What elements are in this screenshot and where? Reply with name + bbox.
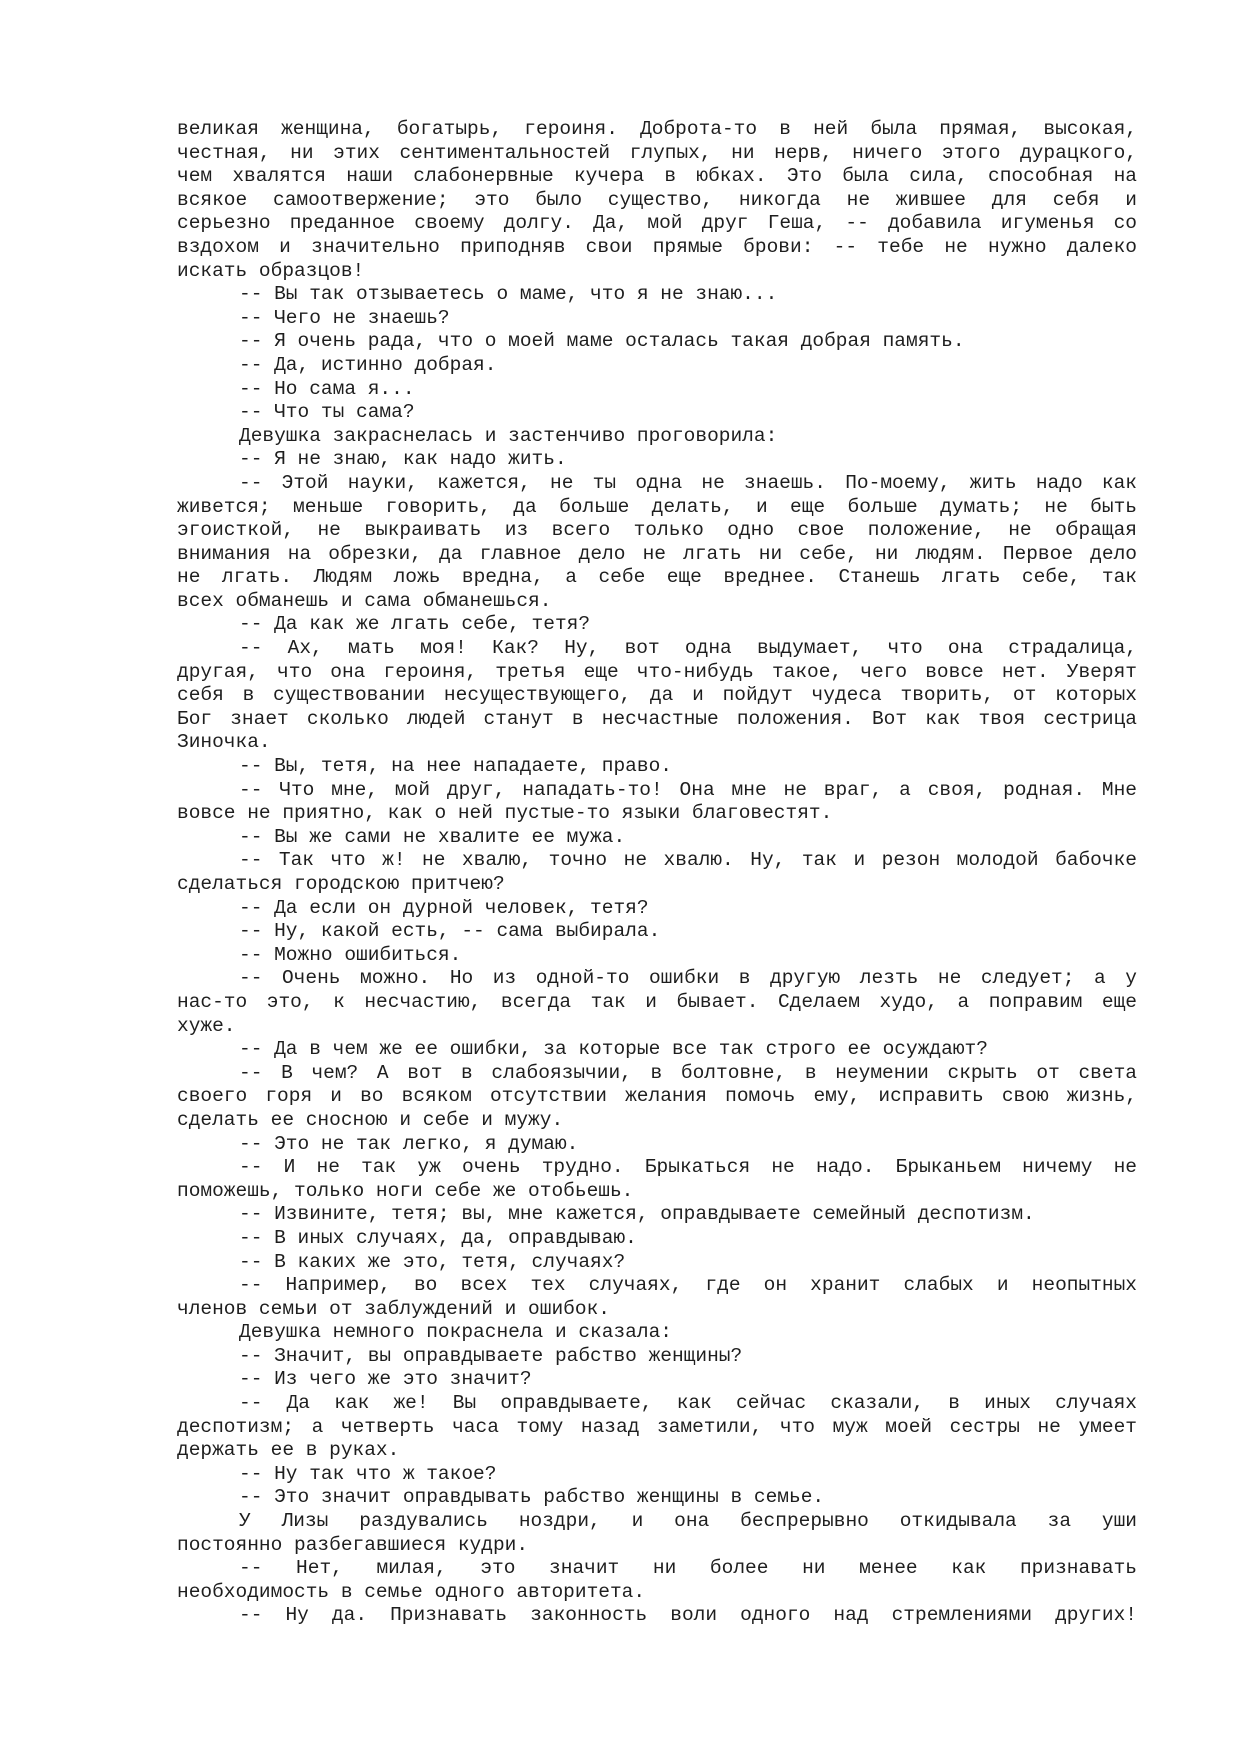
text-line: вздохом и значительно приподняв свои прямые брови: -- тебе не нужно далеко: [177, 235, 1137, 258]
text-line: внимания на обрезки, да главное дело не лгать ни себе, ни людям. Первое дело: [177, 542, 1137, 565]
text-line: постоянно разбегавшиеся кудри.: [177, 1533, 529, 1556]
text-line: -- Да, истинно добрая.: [239, 353, 497, 376]
text-line: -- Что ты сама?: [239, 401, 415, 424]
text-line: Зиночка.: [177, 731, 271, 754]
text-line: великая женщина, богатырь, героиня. Доброта-то в ней была прямая, высокая,: [177, 118, 1137, 140]
text-line: -- Извините, тетя; вы, мне кажется, оправдываете семейный деспотизм.: [239, 1203, 1035, 1226]
text-line: честная, ни этих сентиментальностей глупых, ни нерв, ничего этого дурацкого,: [177, 141, 1137, 164]
document-text: [177, 118, 1137, 1628]
text-line: -- Я не знаю, как надо жить.: [239, 448, 567, 471]
text-line: -- Нет, милая, это значит ни более ни менее как признавать: [239, 1557, 1137, 1580]
text-line: себя в существовании несуществующего, да и пойдут чудеса творить, от которых: [177, 684, 1137, 707]
text-line: -- Да как же лгать себе, тетя?: [239, 613, 591, 636]
text-line: держать ее в руках.: [177, 1439, 400, 1462]
text-line: -- Так что ж! не хвалю, точно не хвалю. Ну, так и резон молодой бабочке: [239, 849, 1137, 872]
text-line: -- Я очень рада, что о моей маме осталась такая добрая память.: [239, 330, 965, 353]
text-line: эгоисткой, не выкраивать из всего только одно свое положение, не обращая: [177, 519, 1137, 542]
text-line: не лгать. Людям ложь вредна, а себе еще вреднее. Станешь лгать себе, так: [177, 566, 1137, 589]
text-line: деспотизм; а четверть часа тому назад заметили, что муж моей сестры не умеет: [177, 1415, 1137, 1438]
text-line: живется; меньше говорить, да больше делать, и еще больше думать; не быть: [177, 495, 1137, 518]
text-line: искать образцов!: [177, 259, 365, 282]
text-line: -- Ну, какой есть, -- сама выбирала.: [239, 920, 661, 943]
text-line: -- Чего не знаешь?: [239, 306, 450, 329]
text-line: У Лизы раздувались ноздри, и она беспрерывно откидывала за уши: [239, 1510, 1137, 1533]
text-line: серьезно преданное своему долгу. Да, мой друг Геша, -- добавила игуменья со: [177, 212, 1137, 235]
text-line: -- Например, во всех тех случаях, где он хранит слабых и неопытных: [239, 1274, 1137, 1297]
text-line: -- Это значит оправдывать рабство женщины в семье.: [239, 1486, 825, 1509]
text-line: -- Да если он дурной человек, тетя?: [239, 896, 649, 919]
text-line: -- И не так уж очень трудно. Брыкаться не надо. Брыканьем ничему не: [239, 1156, 1137, 1179]
text-line: членов семьи от заблуждений и ошибок.: [177, 1297, 610, 1320]
text-line: Девушка закраснелась и застенчиво проговорила:: [239, 424, 778, 447]
text-line: -- Ну так что ж такое?: [239, 1462, 497, 1485]
text-line: -- Значит, вы оправдываете рабство женщины?: [239, 1344, 743, 1367]
text-line: -- Очень можно. Но из одной-то ошибки в другую лезть не следует; а у: [239, 967, 1137, 990]
text-line: -- Но сама я...: [239, 377, 415, 400]
text-line: -- Вы, тетя, на нее нападаете, право.: [239, 755, 672, 778]
text-line: -- Вы так отзываетесь о маме, что я не знаю...: [239, 283, 778, 306]
text-line: -- Этой науки, кажется, не ты одна не знаешь. По-моему, жить надо как: [239, 471, 1137, 494]
text-line: -- Да как же! Вы оправдываете, как сейчас сказали, в иных случаях: [239, 1392, 1137, 1415]
text-line: -- В каких же это, тетя, случаях?: [239, 1250, 626, 1273]
text-line: -- В иных случаях, да, оправдываю.: [239, 1226, 637, 1249]
text-line: сделать ее сносною и себе и мужу.: [177, 1108, 564, 1131]
text-line: всякое самоотвержение; это было существо, никогда не жившее для себя и: [177, 188, 1137, 211]
text-line: Бог знает сколько людей станут в несчастные положения. Вот как твоя сестрица: [177, 707, 1137, 730]
text-line: -- Из чего же это значит?: [239, 1368, 532, 1391]
text-line: -- Это не так легко, я думаю.: [239, 1132, 579, 1155]
text-line: сделаться городскою притчею?: [177, 873, 505, 895]
text-line: -- В чем? А вот в слабоязычии, в болтовне, в неумении скрыть от света: [239, 1061, 1137, 1084]
text-line: всех обманешь и сама обманешься.: [177, 589, 552, 612]
text-line: -- Можно ошибиться.: [239, 943, 462, 966]
text-line: -- Ах, мать моя! Как? Ну, вот одна выдумает, что она страдалица,: [239, 637, 1137, 660]
text-line: своего горя и во всяком отсутствии желания помочь ему, исправить свою жизнь,: [177, 1085, 1137, 1108]
text-line: поможешь, только ноги себе же отобьешь.: [177, 1179, 634, 1202]
text-line: необходимость в семье одного авторитета.: [177, 1580, 646, 1603]
text-line: Девушка немного покраснела и сказала:: [239, 1321, 672, 1344]
text-line: -- Ну да. Признавать законность воли одного над стремлениями других!: [239, 1604, 1137, 1627]
text-line: чем хвалятся наши слабонервные кучера в юбках. Это была сила, способная на: [177, 165, 1137, 188]
text-line: -- Вы же сами не хвалите ее мужа.: [239, 825, 626, 848]
text-line: -- Да в чем же ее ошибки, за которые все так строго ее осуждают?: [239, 1038, 988, 1061]
text-line: нас-то это, к несчастию, всегда так и бывает. Сделаем худо, а поправим еще: [177, 990, 1137, 1013]
text-line: другая, что она героиня, третья еще что-нибудь такое, чего вовсе нет. Уверят: [177, 660, 1137, 683]
text-line: вовсе не приятно, как о ней пустые-то языки благовестят.: [177, 802, 833, 825]
text-line: -- Что мне, мой друг, нападать-то! Она мне не враг, а своя, родная. Мне: [239, 778, 1137, 801]
text-line: хуже.: [177, 1014, 236, 1037]
